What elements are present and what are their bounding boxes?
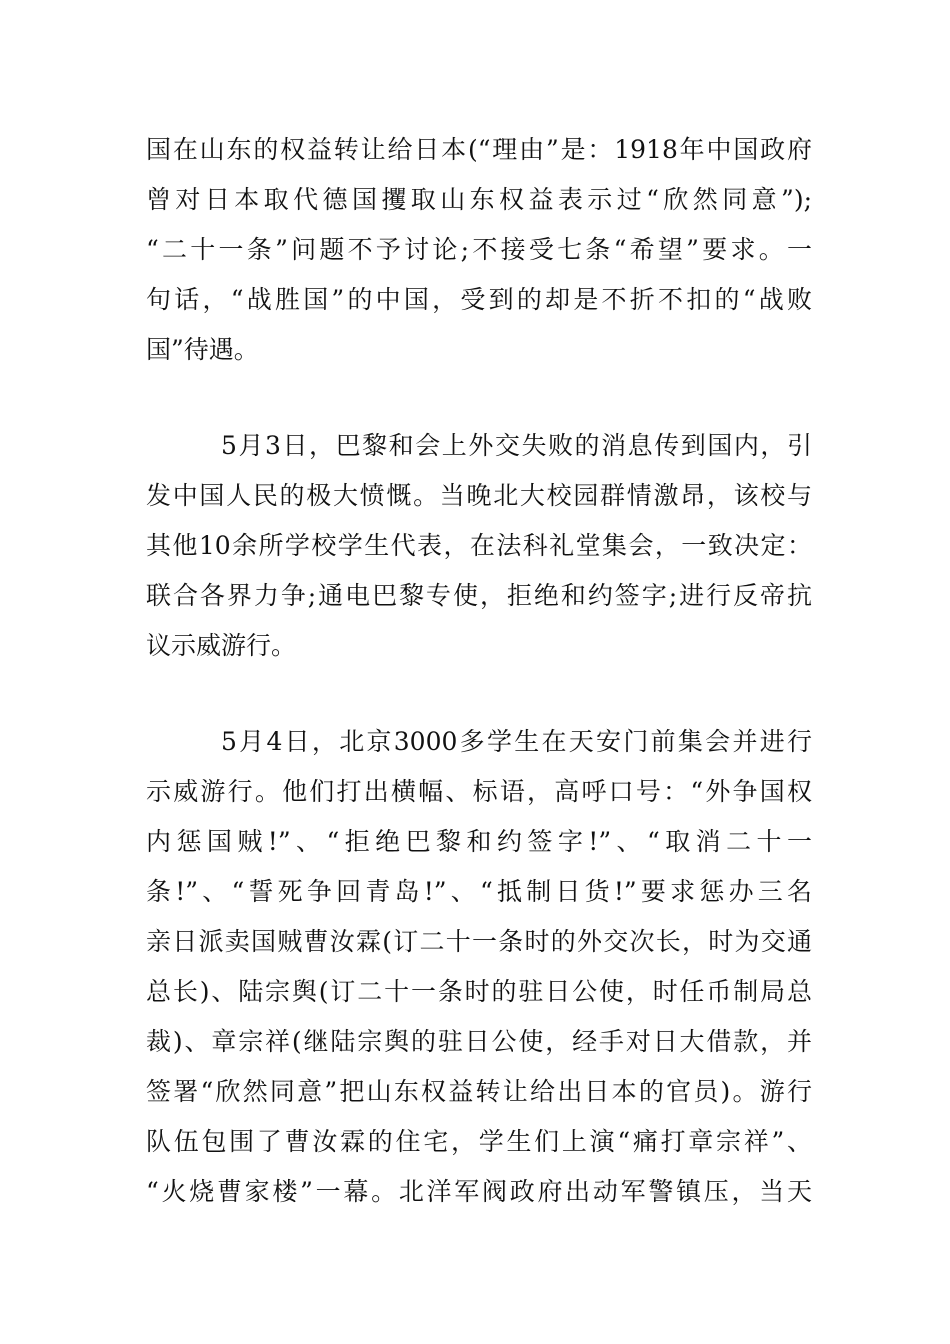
text-line: 国在山东的权益转让给日本(“理由”是：1918年中国政府: [146, 135, 812, 164]
text-line: 示威游行。他们打出横幅、标语，高呼口号：“外争国权: [146, 777, 812, 806]
text-line: 总长)、陆宗舆(订二十一条时的驻日公使，时任币制局总: [146, 977, 812, 1006]
text-line: 亲日派卖国贼曹汝霖(订二十一条时的外交次长，时为交通: [146, 927, 812, 956]
text-line: 曾对日本取代德国攫取山东权益表示过“欣然同意”);: [146, 185, 812, 214]
text-line: 议示威游行。: [146, 631, 297, 660]
text-line: 内惩国贼!”、“拒绝巴黎和约签字!”、“取消二十一: [146, 827, 812, 856]
text-line: 条!”、“誓死争回青岛!”、“抵制日货!”要求惩办三名: [146, 877, 812, 906]
body-text: [146, 125, 812, 1217]
text-line: 队伍包围了曹汝霖的住宅，学生们上演“痛打章宗祥”、: [146, 1127, 812, 1156]
paragraph-2: [146, 421, 812, 671]
text-line: 裁)、章宗祥(继陆宗舆的驻日公使，经手对日大借款，并: [146, 1027, 812, 1056]
text-line: 发中国人民的极大愤慨。当晚北大校园群情激昂，该校与: [146, 481, 812, 510]
text-line: 国”待遇。: [146, 335, 259, 364]
paragraph-spacer: [146, 375, 812, 421]
paragraph-3: [146, 717, 812, 1217]
text-line: 句话，“战胜国”的中国，受到的却是不折不扣的“战败: [146, 285, 812, 314]
text-line: 签署“欣然同意”把山东权益转让给出日本的官员)。游行: [146, 1077, 812, 1106]
text-line: 5月3日，巴黎和会上外交失败的消息传到国内，引: [221, 431, 812, 460]
text-line: 5月4日，北京3000多学生在天安门前集会并进行: [221, 727, 812, 756]
text-line: “二十一条”问题不予讨论;不接受七条“希望”要求。一: [146, 235, 812, 264]
paragraph-spacer: [146, 671, 812, 717]
paragraph-1: [146, 125, 812, 375]
text-line: “火烧曹家楼”一幕。北洋军阀政府出动军警镇压，当天: [146, 1177, 812, 1206]
text-line: 联合各界力争;通电巴黎专使，拒绝和约签字;进行反帝抗: [146, 581, 812, 610]
text-line: 其他10余所学校学生代表，在法科礼堂集会，一致决定：: [146, 531, 812, 560]
